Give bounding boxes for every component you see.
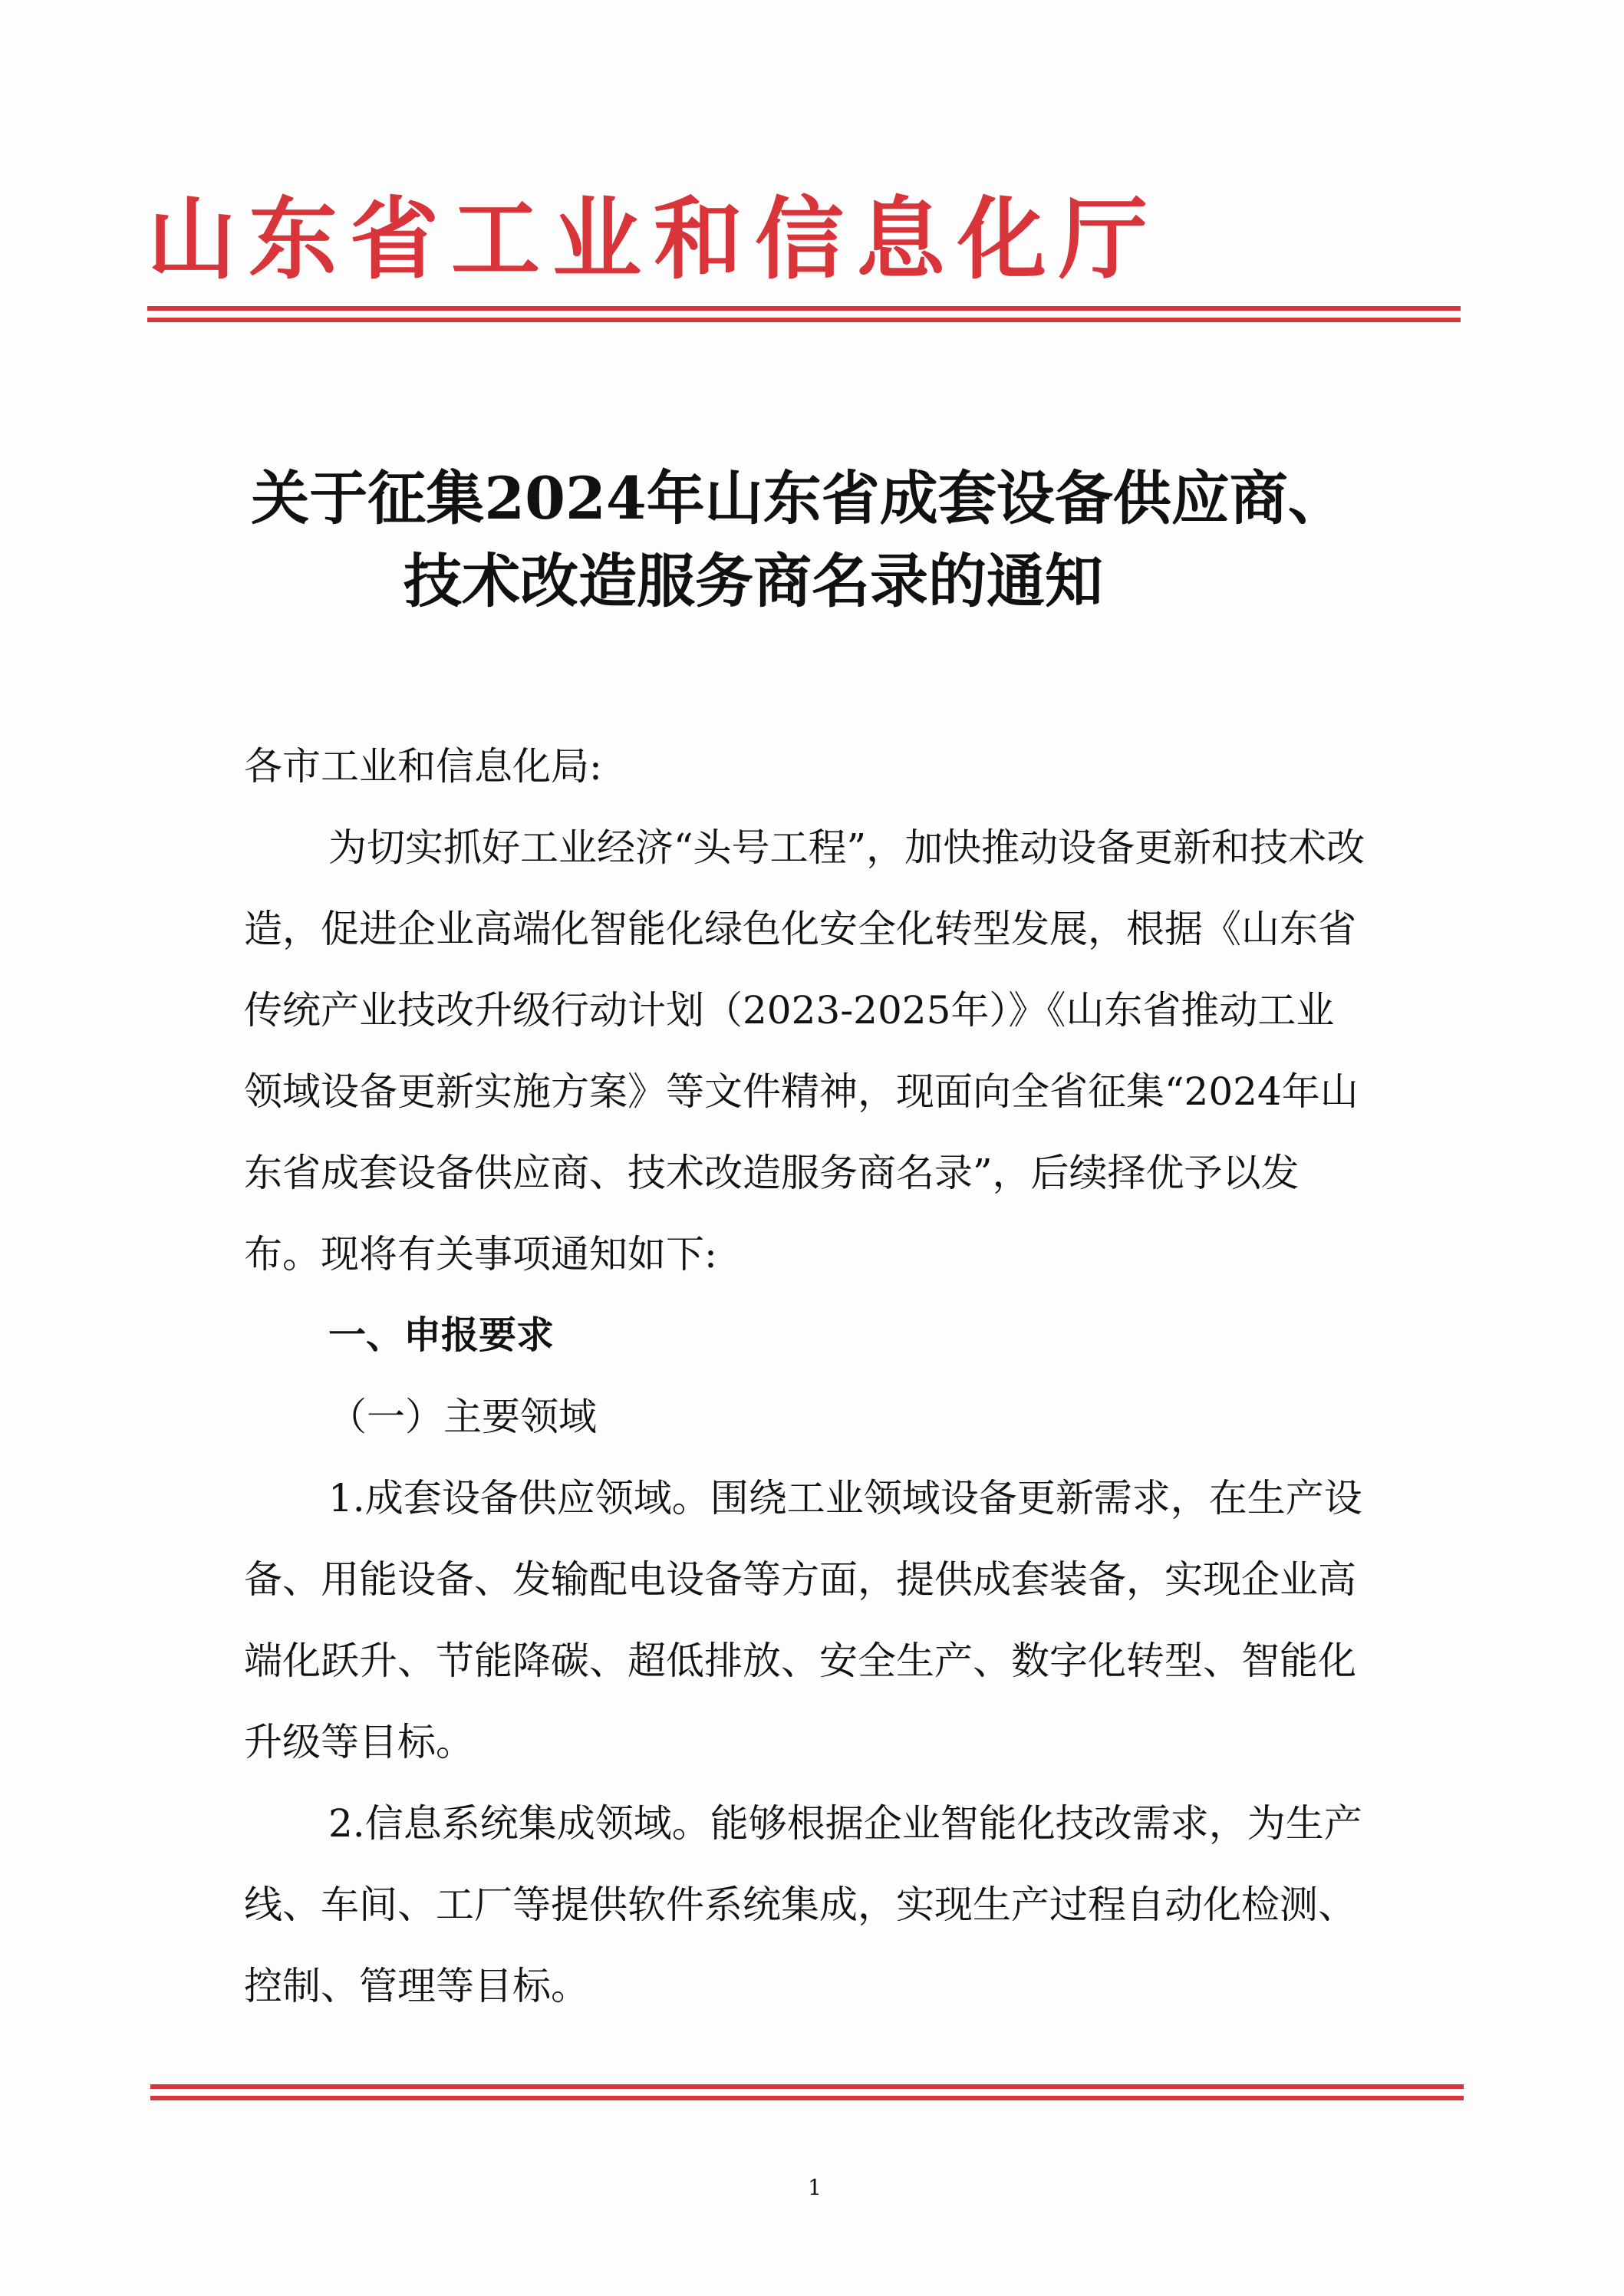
issuing-authority-header: 山东省工业和信息化厅 [147,187,1160,292]
page-number: 1 [808,2175,822,2200]
field-item-equipment-supply: 1.成套设备供应领域。围绕工业领域设备更新需求，在生产设备、用能设备、发输配电设备等方面，提供成套装备，实现企业高端化跃升、节能降碳、超低排放、安全生产、数字化转型、智能化升级等目标。 [244,1476,1362,1764]
header-red-rule-lower [147,318,1461,322]
subsection-heading-main-fields: （一）主要领域 [328,1395,597,1439]
notice-title-line-2: 技术改造服务商名录的通知 [404,547,1103,615]
intro-paragraph: 为切实抓好工业经济“头号工程”，加快推动设备更新和技术改造，促进企业高端化智能化绿色化安全化转型发展，根据《山东省传统产业技改升级行动计划（2023-2025年）》《山东省推动工业领域设备更新实施方案》等文件精神，现面向全省征集“2024年山东省成套设备供应商、技术改造服务商名录”，后续择优予以发布。现将有关事项通知如下: [244,825,1365,1276]
header-red-rule-upper [147,306,1461,311]
footer-red-rule-lower [150,2096,1464,2100]
footer-red-rule-upper [150,2084,1464,2089]
field-item-information-system-integration: 2.信息系统集成领域。能够根据企业智能化技改需求，为生产线、车间、工厂等提供软件系统集成，实现生产过程自动化检测、控制、管理等目标。 [244,1801,1362,2008]
section-heading-application-requirements: 一、申报要求 [328,1313,555,1357]
salutation: 各市工业和信息化局: [244,744,602,789]
notice-title [175,457,1464,623]
notice-title-line-1: 关于征集2024年山东省成套设备供应商、 [251,464,1346,532]
notice-body [244,726,1372,2027]
